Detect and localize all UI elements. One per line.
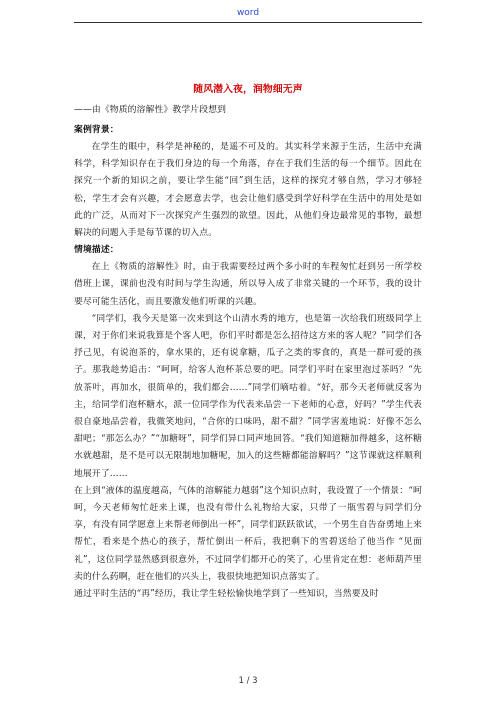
paragraph: 通过平时生活的“再”经历，我让学生轻松愉快地学到了一些知识，当然要及时 [74,589,379,600]
header-divider [74,22,422,23]
paragraph: “同学们，我今天是第一次来到这个山清水秀的地方，也是第一次给我们班级同学上课，对于你们来说我算是个客人吧，你们平时都是怎么招待这方来的客人呢？”同学们各抒己见，有说泡茶的，拿水果的，还有说拿糖，瓜子之类的零食的，真是一群可爱的孩子。那我趁势追击：“呵呵，给客人泡杯茶总要的吧。同学们平时在家里泡过茶吗？“先放茶叶，再加水，很简单的，我们都会……”同学们嘀咕着。“好，那今天老师就反客为主，给同学们泡杯糖水，派一位同学作为代表来品尝一下老师的心意，好吗？”学生代表很自豪地品尝着，我微笑地问，“合你的口味吗，甜不甜？”同学害羞地说：好像不怎么甜吧；“那怎么办？”“加糖呀”，同学们异口同声地回答。“我们知道糖加得越多，这杯糖水就越甜，是不是可以无限制地加糖呢，加入的这些糖都能溶解吗？”这节课就这样顺利地展开了…… [74,313,422,479]
document-subtitle: ——由《物质的溶解性》教学片段想到 [74,105,227,115]
document-body [74,82,422,603]
document-title: 随风潜入夜，润物细无声 [193,84,303,95]
paragraph: 在上《物质的溶解性》时，由于我需要经过两个多小时的车程匆忙赶到另一所学校借班上课，课前也没有时间与学生沟通，所以导入成了非常关键的一个环节，我的设计要尽可能生活化，而且要激发他们听课的兴趣。 [74,262,422,307]
paragraph: 在上到“液体的温度越高，气体的溶解能力越弱”这个知识点时，我设置了一个情景：“呵呵，今天老师匆忙赶来上课，也没有带什么礼物给大家，只带了一瓶雪碧与同学们分享，有没有同学愿意上来帮老师倒出一杯”，同学们跃跃欲试，一个男生自告奋勇地上来帮忙，看来是个热心的孩子，帮忙倒出一杯后，我把剩下的雪碧送给了他当作 “见面礼”，这位同学显然感到很意外，不过同学们都开心的笑了，心里肯定在想：老师葫芦里卖的什么药啊，赶在他们的兴头上，我很快地把知识点落实了。 [74,485,422,582]
page-number: 1 / 3 [238,676,258,686]
section-heading-background: 案例背景： [74,125,119,135]
paragraph: 在学生的眼中，科学是神秘的，是遥不可及的。其实科学来源于生活，生活中充满科学，科学知识存在于我们身边的每一个角落，存在于我们生活的每一个细节。因此在探究一个新的知识之前，要让学生能“回”到生活，这样的探究才够自然，学习才够轻松，学生才会有兴趣，才会愿意去学，也会让他们感受到学好科学在生活中的用处是如此的广泛，从而对下一次探究产生强烈的欲望。因此，从他们身边最常见的事物，最想解决的问题入手是每节课的切入点。 [74,142,422,239]
section-heading-description: 情境描述： [74,245,119,256]
page-header-label[interactable]: word [236,8,260,18]
